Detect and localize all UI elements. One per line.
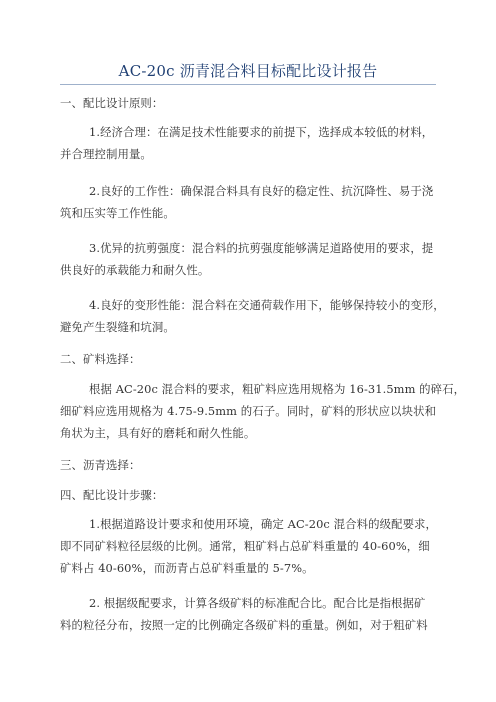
paragraph-line: 细矿料应选用规格为 4.75-9.5mm 的石子。同时，矿料的形状应以块状和 [60,404,437,418]
title-divider [60,84,436,85]
paragraph-line: 并合理控制用量。 [60,147,152,161]
paragraph-line: 4.良好的变形性能：混合料在交通荷载作用下，能够保持较小的变形， [89,298,445,312]
paragraph-line: 2.良好的工作性：确保混合料具有良好的稳定性、抗沉降性、易于浇 [89,184,434,198]
paragraph-line: 筑和压实等工作性能。 [60,206,175,220]
paragraph-line: 即不同矿料粒径层级的比例。通常，粗矿料占总矿料重量的 40-60%，细 [60,539,430,553]
paragraph-line: 1.根据道路设计要求和使用环境，确定 AC-20c 混合料的级配要求， [89,517,438,531]
paragraph-line: 1.经济合理：在满足技术性能要求的前提下，选择成本较低的材料， [89,125,434,139]
section-heading-principles: 一、配比设计原则： [60,96,164,110]
paragraph-line: 供良好的承载能力和耐久性。 [60,263,210,277]
paragraph-line: 角状为主，具有好的磨耗和耐久性能。 [60,426,256,440]
section-heading-aggregate: 二、矿料选择： [60,352,141,366]
paragraph-line: 矿料占 40-60%，而沥青占总矿料重量的 5-7%。 [60,561,314,575]
section-heading-asphalt: 三、沥青选择： [60,458,141,472]
paragraph-line: 料的粒径分布，按照一定的比例确定各级矿料的重量。例如，对于粗矿料 [60,618,428,632]
document-title: AC-20c 沥青混合料目标配比设计报告 [118,62,378,80]
paragraph-line: 3.优异的抗剪强度：混合料的抗剪强度能够满足道路使用的要求，提 [89,241,434,255]
section-heading-steps: 四、配比设计步骤： [60,488,164,502]
paragraph-line: 2. 根据级配要求，计算各级矿料的标准配合比。配合比是指根据矿 [89,596,426,610]
paragraph-line: 根据 AC-20c 混合料的要求，粗矿料应选用规格为 16-31.5mm 的碎石， [89,382,466,396]
paragraph-line: 避免产生裂缝和坑洞。 [60,320,175,334]
